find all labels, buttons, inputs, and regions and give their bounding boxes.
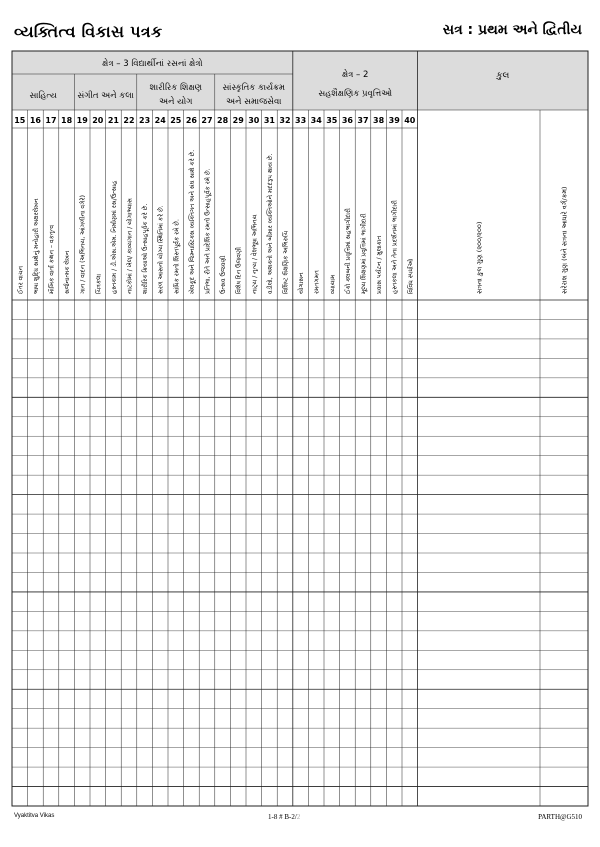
total-column-label: સરેરાશ ગુણ (બંને સત્રના આધારે વર્ગ/ક્રમ) (560, 186, 569, 294)
area3-title: ક્ષેત્ર – 3 વિદ્યાર્થીનાં રસનાં ક્ષેત્રો (102, 59, 203, 69)
column-number: 31 (263, 116, 275, 125)
column-label: શારીરિક ક્રિયાઓ ઉત્સાહપૂર્વક કરે છે. (142, 203, 150, 294)
column-label: નાટ્ય / નૃત્ય / વેશભૂષા અભિનય (251, 214, 259, 294)
column-label: હસ્તકામ / ડી.એસ.એમ. નિર્માણમાં રસ/ઉત્સાહ (110, 180, 118, 294)
column-number: 19 (76, 116, 88, 125)
area2-title: ક્ષેત્ર – 2 (341, 70, 369, 80)
group-title-line2: અને યોગ (159, 97, 193, 107)
group-title: સાંસ્કૃતિક કાર્યક્રમ (222, 83, 286, 93)
column-label: હસ્તકલા અને તેના પ્રદર્શનમાં ભાગીદારી (391, 200, 399, 294)
column-label: ઈકો ક્લબની પ્રવૃત્તિમાં સહભાગીદારી (344, 208, 352, 294)
total-column-label: સત્રના કુલ ગુણ (૨૦૦/૨૦૦) (475, 221, 484, 294)
area2-subtitle: સહશૈક્ષણિક પ્રવૃત્તિઓ (318, 89, 393, 99)
column-number: 39 (388, 116, 400, 125)
column-number: 38 (373, 116, 385, 125)
column-number: 40 (404, 116, 416, 125)
column-label: વડીલો, અશક્તો અને બીમાર વ્યક્તિઓને મદદરૂપ થાય છે. (266, 153, 274, 294)
column-number: 37 (357, 116, 369, 125)
column-label: મૂલ્ય શિક્ષણમાં પ્રવૃત્તિમાં ભાગીદારી (360, 213, 368, 294)
column-number: 30 (248, 116, 260, 125)
group-title: સંગીત અને કલા (77, 91, 134, 101)
column-number: 27 (201, 116, 213, 125)
column-label: ખેલકૂદ અને જિમ્નાસ્ટિક્સ વ્યક્તિગત અને સંઘ સાથે કરે છે. (188, 149, 196, 294)
column-number: 15 (14, 116, 26, 125)
column-number: 32 (279, 116, 291, 125)
column-label: યોગાસન (298, 272, 306, 294)
column-label: પ્રતિભા, રીતે અને પ્રાદેશિક રમતો ઉત્સાહપૂર્વક રમે છે. (204, 168, 212, 294)
column-number: 22 (123, 116, 135, 125)
footer-code-faded: 2 (296, 813, 301, 821)
column-label: વિશિષ્ટ શૈક્ષણિક અભિરુચિ (282, 230, 290, 294)
column-number: 26 (185, 116, 197, 125)
column-label: ભાષા શુદ્ધિ સાથેનું મનોહારી અક્ષરલેખન (32, 198, 40, 294)
column-number: 24 (154, 116, 166, 125)
footer-left: Vyaktitva Vikas (14, 813, 55, 819)
column-label: ઈતર વાચન (17, 265, 25, 294)
column-number: 18 (61, 116, 73, 125)
area2-shade (293, 51, 418, 110)
footer-code: 1-8 # B-2/ (268, 813, 297, 821)
column-label: ગાન / વાદન (અભિનય, આંગળીના વગેરે) (79, 195, 87, 294)
column-number: 25 (170, 116, 182, 125)
column-label: વિશેષ દિન ઉજવણી (235, 247, 243, 294)
column-label: સર્જનાત્મક લેખન (64, 250, 72, 294)
column-number: 17 (45, 116, 57, 125)
column-label: પ્રવાસ પર્યટન / મુલાકાત (376, 235, 384, 294)
column-label: વિવિધ સ્પર્ધાઓ (407, 258, 415, 294)
total-title: કુલ (496, 71, 510, 81)
column-number: 16 (29, 116, 41, 125)
group-title: સાહિત્ય (29, 91, 57, 101)
footer-center (268, 813, 300, 821)
column-label: નાટકોમાં / ખેલ/ કાવ્યગાન / યોગાભ્યાસ (126, 198, 134, 294)
column-number: 28 (217, 116, 229, 125)
group-title-line2: અને સમાજસેવા (226, 97, 282, 107)
column-label: વ્યાયામ (329, 274, 337, 294)
column-number: 36 (341, 116, 353, 125)
table-border (12, 51, 588, 806)
group-title: શારીરિક શિક્ષણ (149, 83, 203, 93)
column-label: સાંઘિક રમતો શિસ્તપૂર્વક રમે છે. (173, 219, 181, 294)
column-number: 20 (92, 116, 104, 125)
column-number: 29 (232, 116, 244, 125)
column-number: 21 (107, 116, 119, 125)
footer-right: PARTH@G510 (538, 813, 582, 821)
page-title: વ્યક્તિત્વ વિકાસ પત્રક (14, 22, 163, 41)
column-number: 34 (310, 116, 322, 125)
column-number: 23 (139, 116, 151, 125)
column-number: 33 (295, 116, 307, 125)
session-label: સત્ર : પ્રથમ અને દ્વિતીય (442, 22, 582, 38)
column-label: મૌખિક વાર્તા કથન – વકતૃત્વ (48, 224, 56, 294)
column-number: 35 (326, 116, 338, 125)
column-label: ઉત્સવ ઉજવણી (220, 255, 228, 294)
column-label: ચિત્રકલા (95, 273, 103, 294)
column-label: રમતગમત (313, 270, 321, 294)
column-label: સરળ આસનો યોગ્ય સ્થિતિમાં કરે છે. (157, 205, 165, 294)
